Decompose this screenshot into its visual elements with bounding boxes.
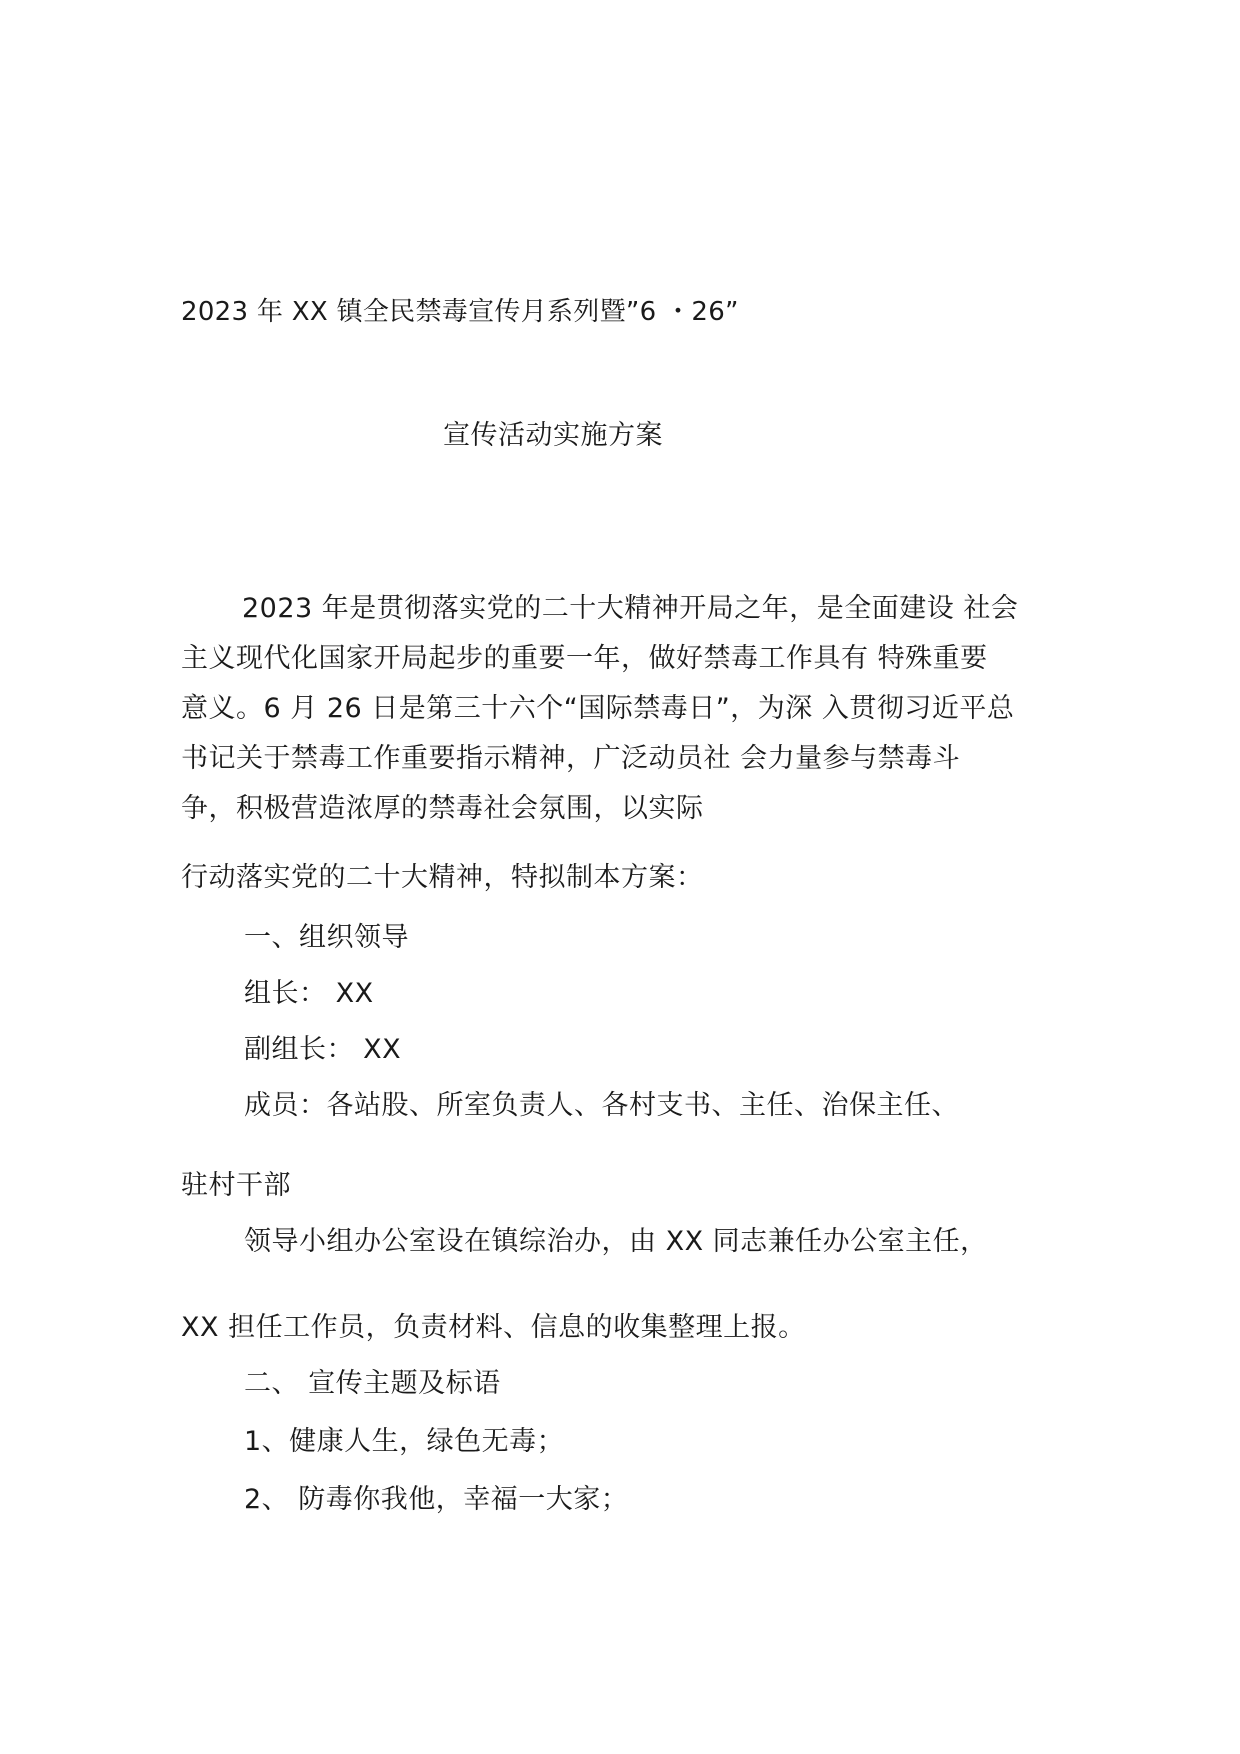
intro-paragraph-line: 书记关于禁毒工作重要指示精神，广泛动员社 会力量参与禁毒斗	[181, 743, 961, 774]
intro-paragraph-line: 意义。6 月 26 日是第三十六个“国际禁毒日”，为深 入贯彻习近平总	[181, 693, 1015, 724]
intro-paragraph-line: 2023 年是贯彻落实党的二十大精神开局之年，是全面建设 社会	[242, 593, 1019, 624]
intro-paragraph-line: 主义现代化国家开局起步的重要一年，做好禁毒工作具有 特殊重要	[181, 643, 988, 674]
office-line-continued: XX 担任工作员，负责材料、信息的收集整理上报。	[181, 1312, 806, 1343]
intro-paragraph-line: 行动落实党的二十大精神，特拟制本方案：	[181, 862, 704, 893]
section-2-heading: 二、 宣传主题及标语	[244, 1368, 501, 1399]
office-line: 领导小组办公室设在镇综治办，由 XX 同志兼任办公室主任，	[244, 1226, 988, 1257]
slogan-item: 2、 防毒你我他，幸福一大家；	[244, 1484, 629, 1515]
deputy-leader-line: 副组长： XX	[244, 1034, 402, 1065]
members-line-continued: 驻村干部	[181, 1170, 291, 1201]
document-title-line-1: 2023 年 XX 镇全民禁毒宣传月系列暨”6 ・26”	[181, 297, 739, 327]
slogan-item: 1、健康人生，绿色无毒；	[244, 1426, 565, 1457]
document-title-line-2: 宣传活动实施方案	[443, 420, 663, 451]
intro-paragraph-line: 争，积极营造浓厚的禁毒社会氛围，以实际	[181, 793, 704, 824]
section-1-heading: 一、组织领导	[244, 922, 409, 953]
leader-line: 组长： XX	[244, 978, 374, 1009]
members-line: 成员：各站股、所室负责人、各村支书、主任、治保主任、	[244, 1090, 959, 1121]
